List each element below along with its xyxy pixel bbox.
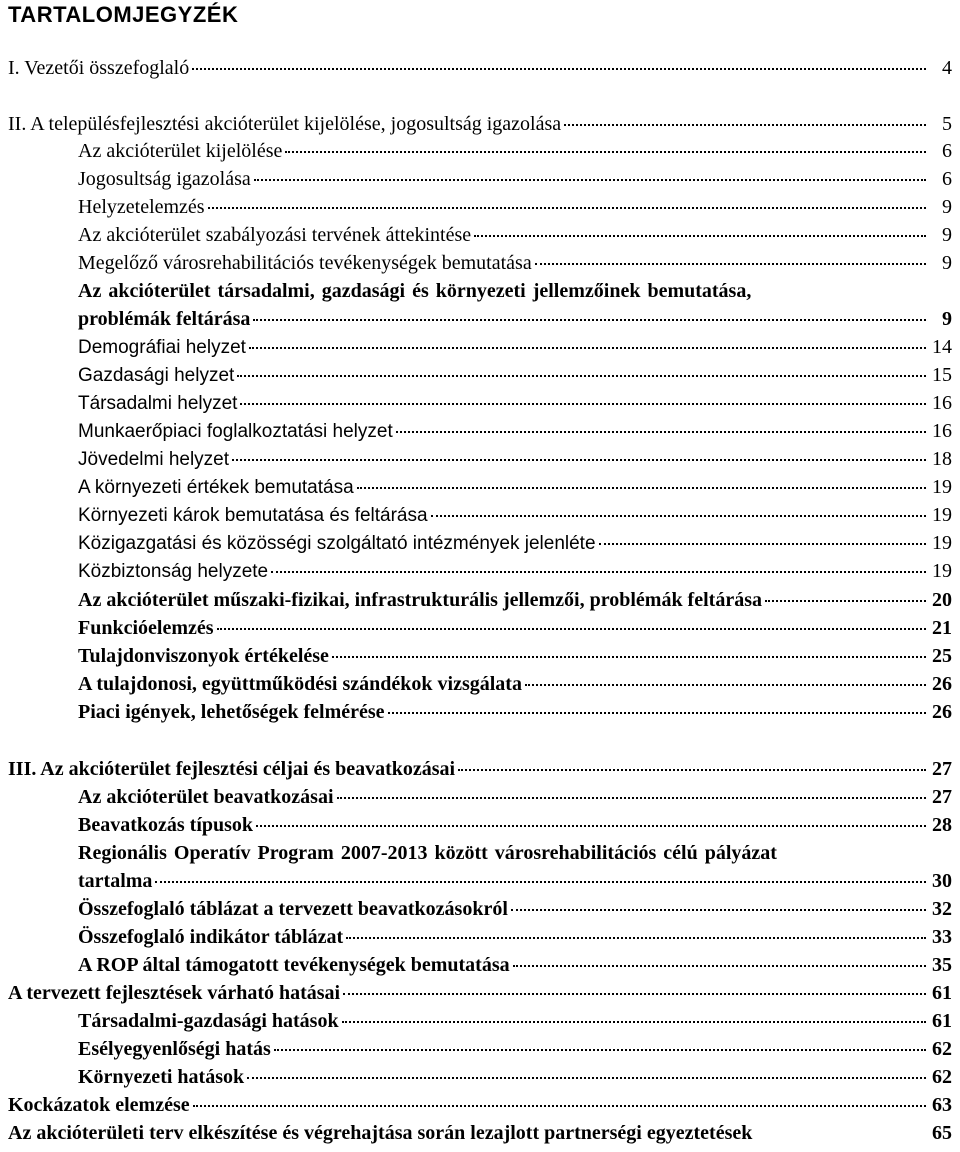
toc-entry[interactable] — [78, 953, 952, 977]
toc-entry[interactable] — [78, 813, 952, 837]
dot-leader — [217, 627, 926, 630]
dot-leader — [271, 570, 926, 573]
dot-leader — [192, 67, 926, 70]
toc-entry-page: 25 — [932, 645, 952, 667]
toc-entry-label: Az akcióterület beavatkozásai — [78, 786, 334, 808]
toc-entry-page: 5 — [942, 113, 952, 135]
toc-entry-page: 19 — [932, 532, 952, 554]
toc-entry[interactable] — [8, 1093, 952, 1117]
dot-leader — [337, 796, 926, 799]
toc-entry[interactable] — [8, 981, 952, 1005]
toc-entry-page: 18 — [932, 448, 952, 470]
toc-entry-label: problémák feltárása — [78, 308, 251, 330]
toc-entry-label: Közigazgatási és közösségi szolgáltató intézmények jelenléte — [78, 533, 596, 554]
toc-entry[interactable] — [78, 531, 952, 556]
toc-entry-label: Az akcióterület kijelölése — [78, 140, 283, 162]
toc-entry[interactable] — [78, 391, 952, 416]
toc-entry-label: Társadalmi helyzet — [78, 393, 238, 414]
toc-entry[interactable] — [78, 139, 952, 163]
dot-leader — [755, 1134, 926, 1135]
toc-entry[interactable] — [78, 616, 952, 640]
toc-entry-page: 61 — [932, 1010, 952, 1032]
toc-entry[interactable] — [78, 869, 952, 893]
toc-entry-page: 19 — [932, 560, 952, 582]
dot-leader — [342, 1020, 926, 1023]
toc-entry-page: 62 — [932, 1066, 952, 1088]
toc-entry-label: Funkcióelemzés — [78, 617, 214, 639]
toc-entry-label: I. Vezetői összefoglaló — [8, 57, 190, 79]
dot-leader — [253, 318, 926, 321]
toc-entry[interactable] — [78, 363, 952, 388]
toc-entry-page: 21 — [932, 617, 952, 639]
toc-entry-page: 14 — [932, 336, 952, 358]
toc-entry-page: 65 — [932, 1122, 952, 1144]
toc-entry-page: 32 — [932, 898, 952, 920]
toc-entry[interactable] — [78, 251, 952, 275]
toc-entry-page: 63 — [932, 1094, 952, 1116]
toc-entry-label: II. A településfejlesztési akcióterület kijelölése, jogosultság igazolása — [8, 113, 562, 135]
toc-entry-label: Helyzetelemzés — [78, 196, 205, 218]
toc-entry-page: 35 — [932, 954, 952, 976]
dot-leader — [240, 402, 926, 405]
dot-leader — [525, 683, 926, 686]
toc-entry-page: 28 — [932, 814, 952, 836]
toc-entry-page: 16 — [932, 392, 952, 414]
dot-leader — [256, 824, 926, 827]
toc-entry-label: Kockázatok elemzése — [8, 1094, 190, 1116]
toc-entry-label: Az akcióterület műszaki-fizikai, infrastrukturális jellemzői, problémák feltárása — [78, 589, 762, 611]
toc-entry[interactable] — [78, 167, 952, 191]
toc-entry-label: A tulajdonosi, együttműködési szándékok vizsgálata — [78, 673, 522, 695]
toc-entry[interactable] — [8, 56, 952, 80]
toc-entry-label-line1: Regionális Operatív Program 2007-2013 között városrehabilitációs célú pályázat — [78, 842, 777, 864]
toc-entry[interactable] — [78, 785, 952, 809]
toc-entry-label: Piaci igények, lehetőségek felmérése — [78, 701, 385, 723]
toc-entry-label: Környezeti hatások — [78, 1066, 245, 1088]
toc-entry-page: 6 — [942, 168, 952, 190]
toc-entry[interactable] — [78, 1037, 952, 1061]
dot-leader — [155, 880, 926, 883]
toc-entry-page: 9 — [942, 252, 952, 274]
toc-entry-page: 19 — [932, 504, 952, 526]
toc-entry-label: Összefoglaló indikátor táblázat — [78, 926, 344, 948]
toc-entry-label: Jogosultság igazolása — [78, 168, 251, 190]
toc-entry-page: 15 — [932, 364, 952, 386]
toc-entry-page: 4 — [942, 57, 952, 79]
toc-entry-page: 9 — [942, 224, 952, 246]
toc-entry-page: 16 — [932, 420, 952, 442]
dot-leader — [232, 458, 926, 461]
toc-entry-label: Jövedelmi helyzet — [78, 449, 230, 470]
toc-entry[interactable] — [78, 307, 952, 331]
toc-entry[interactable] — [8, 757, 952, 781]
toc-entry[interactable] — [78, 644, 952, 668]
toc-entry-label: A környezeti értékek bemutatása — [78, 477, 354, 498]
dot-leader — [343, 992, 926, 995]
toc-entry-label: Közbiztonság helyzete — [78, 561, 269, 582]
toc-entry[interactable] — [78, 447, 952, 472]
toc-entry-label: A ROP által támogatott tevékenységek bemutatása — [78, 954, 510, 976]
toc-entry-label: Társadalmi-gazdasági hatások — [78, 1010, 339, 1032]
dot-leader — [357, 486, 926, 489]
toc-entry-page: 26 — [932, 701, 952, 723]
toc-entry-page: 27 — [932, 758, 952, 780]
toc-entry-page: 27 — [932, 786, 952, 808]
dot-leader — [535, 262, 926, 265]
toc-entry-label: Demográfiai helyzet — [78, 337, 246, 358]
toc-entry[interactable] — [78, 700, 952, 724]
dot-leader — [346, 936, 926, 939]
toc-entry-page: 6 — [942, 140, 952, 162]
dot-leader — [237, 374, 926, 377]
toc-entry-label: Az akcióterület szabályozási tervének áttekintése — [78, 224, 472, 246]
toc-entry-page: 19 — [932, 476, 952, 498]
toc-entry-label: Megelőző városrehabilitációs tevékenységek bemutatása — [78, 252, 532, 274]
toc-entry[interactable] — [78, 559, 952, 584]
toc-entry[interactable] — [78, 588, 952, 612]
toc-entry-page: 62 — [932, 1038, 952, 1060]
toc-entry[interactable] — [78, 1065, 952, 1089]
dot-leader — [193, 1104, 926, 1107]
toc-entry-label: Beavatkozás típusok — [78, 814, 254, 836]
toc-entry-label-line1: Az akcióterület társadalmi, gazdasági és környezeti jellemzőinek bemutatása, — [78, 280, 752, 302]
dot-leader — [513, 964, 926, 967]
toc-entry[interactable] — [8, 1121, 952, 1145]
toc-entry-page: 20 — [932, 589, 952, 611]
toc-entry[interactable] — [78, 1009, 952, 1033]
toc-entry[interactable] — [78, 897, 952, 921]
dot-leader — [511, 908, 926, 911]
toc-entry-label: tartalma — [78, 870, 153, 892]
toc-entry-label: Az akcióterületi terv elkészítése és végrehajtása során lezajlott partnerségi egyeztetések — [8, 1122, 753, 1144]
toc-entry-label: A tervezett fejlesztések várható hatásai — [8, 982, 341, 1004]
toc-entry-label: Környezeti károk bemutatása és feltárása — [78, 505, 428, 526]
toc-entry-page: 26 — [932, 673, 952, 695]
toc-title: TARTALOMJEGYZÉK — [8, 2, 239, 27]
dot-leader — [599, 542, 926, 545]
toc-entry[interactable] — [78, 195, 952, 219]
dot-leader — [249, 346, 926, 349]
dot-leader — [285, 150, 926, 153]
toc-entry-page: 9 — [942, 196, 952, 218]
toc-entry[interactable] — [78, 335, 952, 360]
toc-entry-label: III. Az akcióterület fejlesztési céljai és beavatkozásai — [8, 758, 456, 780]
toc-entry-page: 33 — [932, 926, 952, 948]
toc-entry[interactable] — [78, 672, 952, 696]
toc-entry[interactable] — [78, 503, 952, 528]
dot-leader — [431, 514, 926, 517]
dot-leader — [247, 1076, 926, 1079]
toc-entry-label: Összefoglaló táblázat a tervezett beavatkozásokról — [78, 898, 508, 920]
toc-entry-label: Esélyegyenlőségi hatás — [78, 1038, 271, 1060]
dot-leader — [254, 178, 926, 181]
dot-leader — [274, 1048, 926, 1051]
dot-leader — [564, 123, 926, 126]
toc-entry-page: 9 — [942, 308, 952, 330]
dot-leader — [396, 430, 926, 433]
toc-entry-label: Munkaerőpiaci foglalkoztatási helyzet — [78, 421, 393, 442]
toc-entry-page: 30 — [932, 870, 952, 892]
dot-leader — [208, 206, 926, 209]
toc-entry-page: 61 — [932, 982, 952, 1004]
dot-leader — [388, 711, 926, 714]
dot-leader — [474, 234, 926, 237]
toc-entry[interactable] — [8, 112, 952, 136]
toc-entry[interactable] — [78, 475, 952, 500]
dot-leader — [332, 655, 926, 658]
toc-entry[interactable] — [78, 223, 952, 247]
toc-entry-label: Gazdasági helyzet — [78, 365, 235, 386]
toc-entry[interactable] — [78, 925, 952, 949]
toc-entry-label: Tulajdonviszonyok értékelése — [78, 645, 329, 667]
toc-entry[interactable] — [78, 419, 952, 444]
dot-leader — [458, 768, 926, 771]
dot-leader — [765, 599, 926, 602]
